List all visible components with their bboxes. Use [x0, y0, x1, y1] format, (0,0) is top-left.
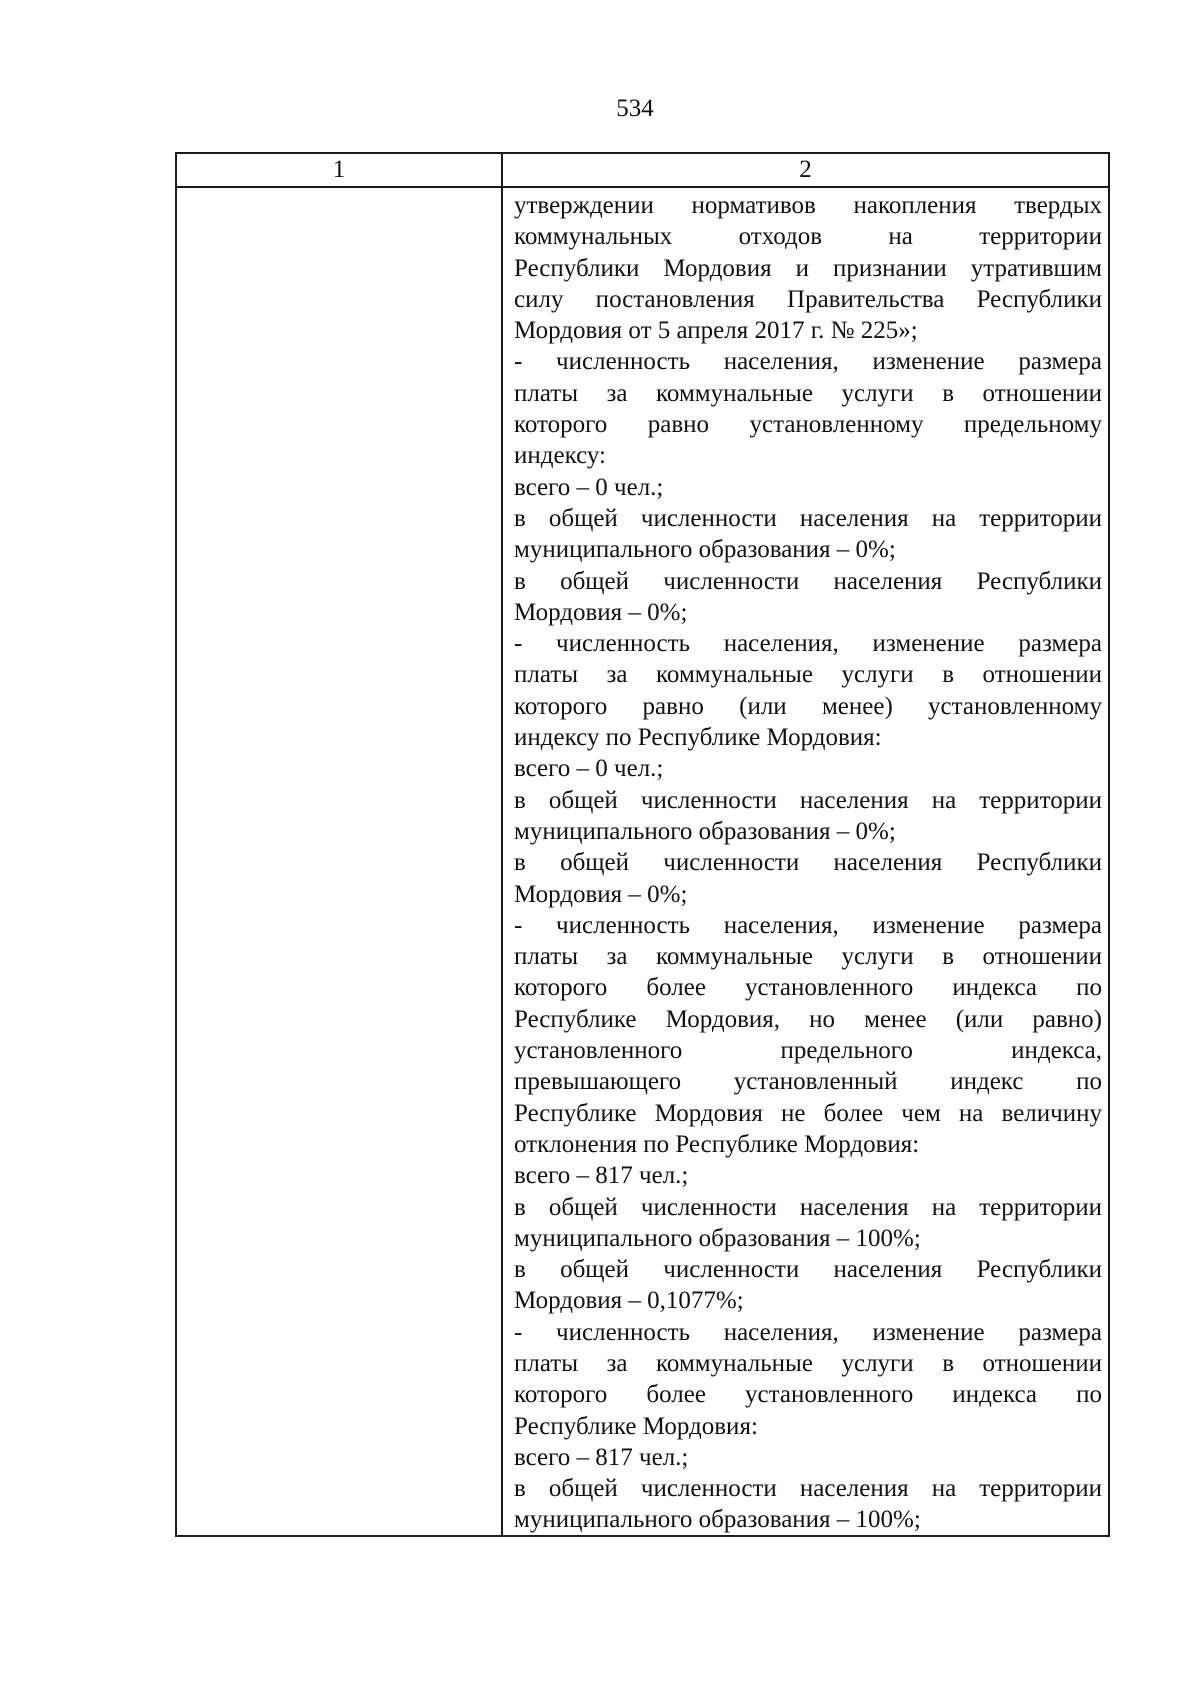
- text-line: в общей численности населения на территории: [514, 504, 1102, 532]
- column-divider: [501, 154, 503, 1535]
- text-line: муниципального образования – 100%;: [514, 1224, 921, 1252]
- text-line: Мордовия – 0%;: [514, 880, 688, 908]
- text-line: утверждении нормативов накопления твердых: [514, 192, 1102, 219]
- text-line: силу постановления Правительства Республики: [514, 285, 1102, 313]
- text-line: индексу:: [514, 442, 606, 470]
- column-header-2: 2: [799, 156, 812, 183]
- text-line: - численность населения, изменение размера: [514, 911, 1102, 939]
- text-line: муниципального образования – 0%;: [514, 536, 896, 564]
- text-line: платы за коммунальные услуги в отношении: [514, 943, 1102, 971]
- text-line: - численность населения, изменение размера: [514, 1318, 1102, 1346]
- text-line: Республике Мордовия:: [514, 1412, 758, 1440]
- table-header-row: [177, 154, 1108, 188]
- text-line: в общей численности населения Республики: [514, 567, 1102, 595]
- text-line: Мордовия – 0,1077%;: [514, 1287, 744, 1315]
- text-line: в общей численности населения Республики: [514, 1256, 1102, 1284]
- text-line: платы за коммунальные услуги в отношении: [514, 1349, 1102, 1377]
- text-line: платы за коммунальные услуги в отношении: [514, 661, 1102, 689]
- text-line: всего – 817 чел.;: [514, 1443, 689, 1471]
- text-line: которого равно установленному предельному: [514, 411, 1102, 439]
- text-line: Республики Мордовия и признании утратившим: [514, 254, 1102, 282]
- text-line: всего – 817 чел.;: [514, 1162, 689, 1190]
- text-line: - численность населения, изменение размера: [514, 348, 1102, 376]
- text-line: превышающего установленный индекс по: [514, 1068, 1102, 1096]
- text-line: в общей численности населения Республики: [514, 849, 1102, 877]
- column-header-1: 1: [332, 156, 346, 183]
- text-line: в общей численности населения на территории: [514, 1475, 1102, 1503]
- text-line: в общей численности населения на территории: [514, 786, 1102, 814]
- text-line: Республике Мордовия, но менее (или равно): [514, 1005, 1102, 1033]
- text-line: которого более установленного индекса по: [514, 974, 1102, 1002]
- text-line: Мордовия – 0%;: [514, 598, 688, 626]
- text-line: коммунальных отходов на территории: [514, 223, 1102, 251]
- text-line: всего – 0 чел.;: [514, 755, 664, 783]
- page-number: 534: [616, 95, 654, 122]
- text-line: - численность населения, изменение размера: [514, 630, 1102, 658]
- text-line: которого более установленного индекса по: [514, 1381, 1102, 1409]
- text-line: муниципального образования – 0%;: [514, 817, 896, 845]
- text-line: индексу по Республике Мордовия:: [514, 724, 882, 752]
- text-line: всего – 0 чел.;: [514, 473, 664, 501]
- document-table: [175, 152, 1110, 1537]
- text-line: отклонения по Республике Мордовия:: [514, 1130, 920, 1158]
- text-line: в общей численности населения на территории: [514, 1193, 1102, 1221]
- text-line: которого равно (или менее) установленному: [514, 692, 1102, 720]
- text-line: установленного предельного индекса,: [514, 1037, 1102, 1065]
- text-line: платы за коммунальные услуги в отношении: [514, 379, 1102, 407]
- table-cell-column-2: [514, 190, 1102, 1536]
- text-line: Республике Мордовия не более чем на величину: [514, 1099, 1102, 1127]
- text-line: Мордовия от 5 апреля 2017 г. № 225»;: [514, 317, 918, 345]
- text-line: муниципального образования – 100%;: [514, 1506, 921, 1534]
